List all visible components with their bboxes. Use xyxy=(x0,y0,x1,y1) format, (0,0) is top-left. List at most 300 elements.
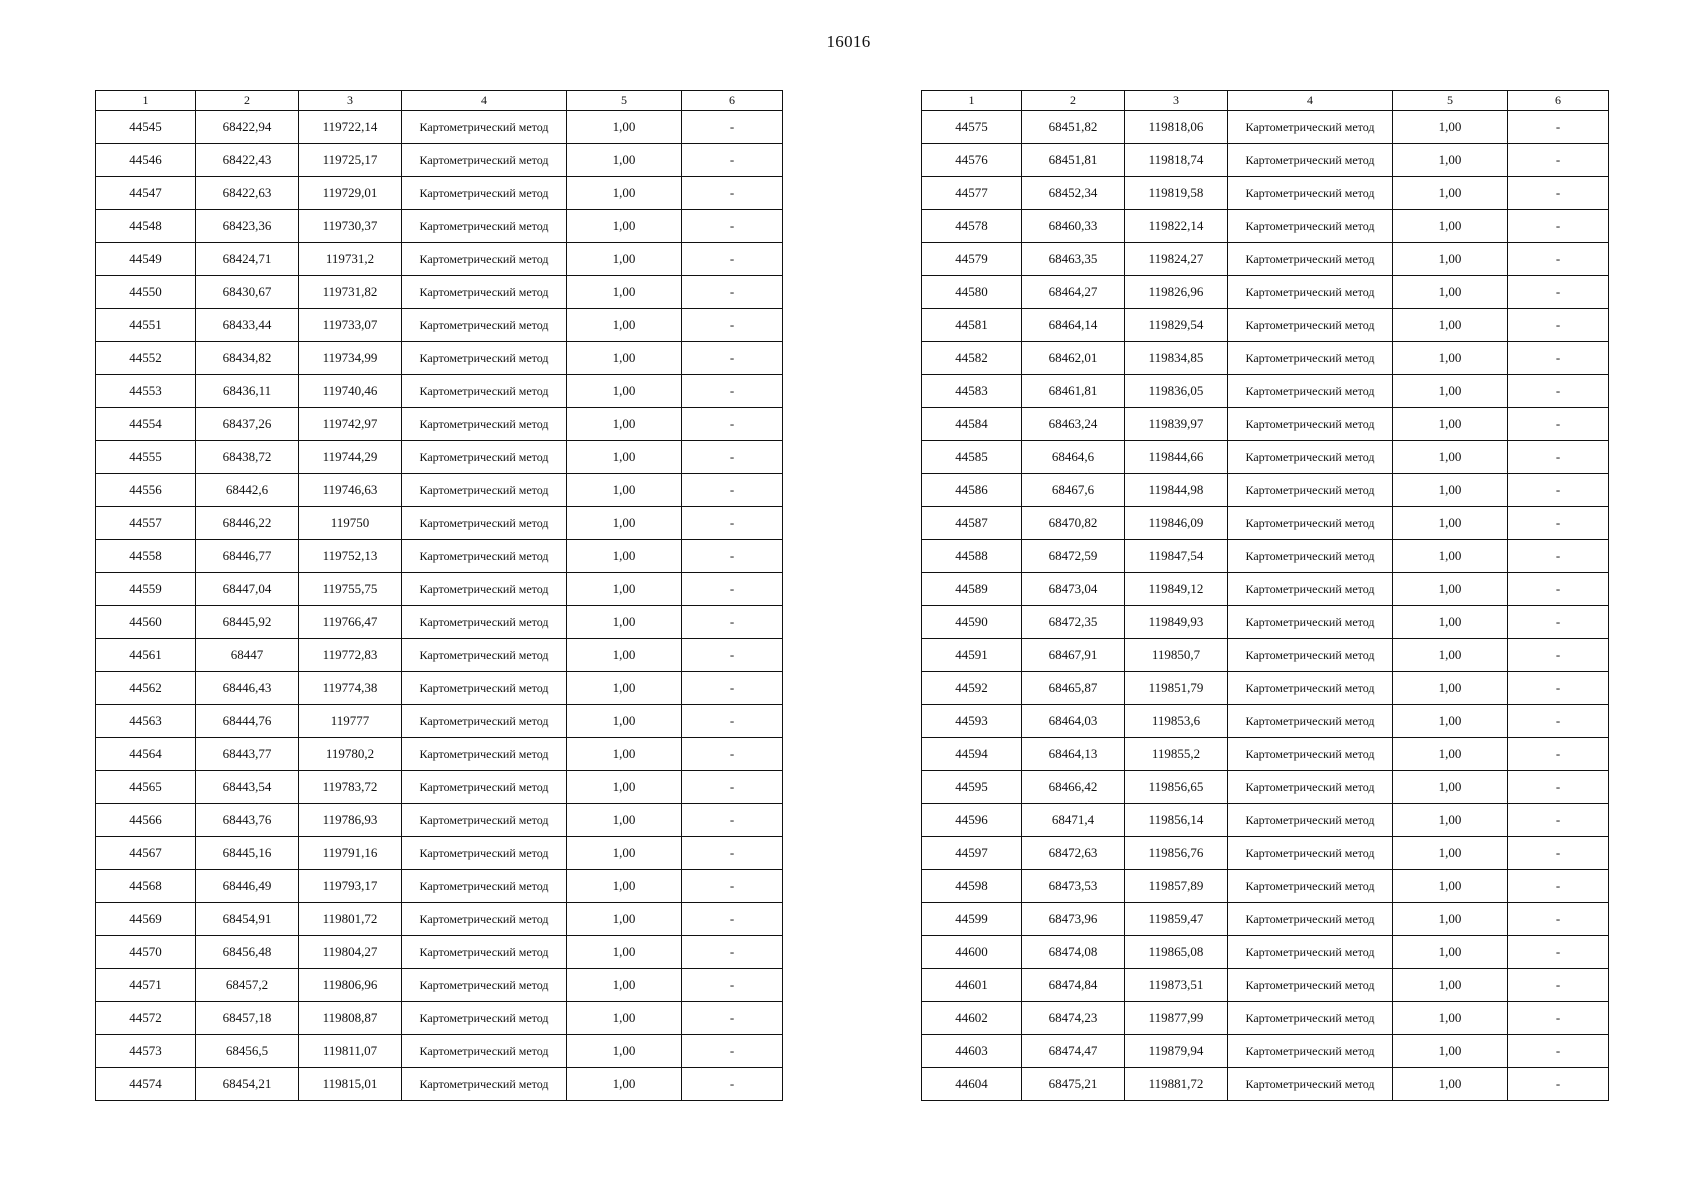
cell-accuracy: 1,00 xyxy=(567,1035,682,1068)
cell-point-number: 44574 xyxy=(96,1068,196,1101)
cell-point-number: 44604 xyxy=(922,1068,1022,1101)
cell-point-number: 44587 xyxy=(922,507,1022,540)
cell-accuracy: 1,00 xyxy=(1393,1002,1508,1035)
cell-method: Картометрический метод xyxy=(1228,111,1393,144)
cell-coord-y: 119731,2 xyxy=(299,243,402,276)
cell-point-number: 44558 xyxy=(96,540,196,573)
cell-accuracy: 1,00 xyxy=(1393,375,1508,408)
table-row xyxy=(922,705,1609,738)
cell-method: Картометрический метод xyxy=(1228,738,1393,771)
cell-coord-y: 119818,06 xyxy=(1125,111,1228,144)
cell-note: - xyxy=(1508,771,1609,804)
table-row xyxy=(96,144,783,177)
table-row xyxy=(96,870,783,903)
cell-note: - xyxy=(1508,474,1609,507)
cell-accuracy: 1,00 xyxy=(1393,540,1508,573)
cell-note: - xyxy=(1508,804,1609,837)
cell-accuracy: 1,00 xyxy=(567,243,682,276)
cell-method: Картометрический метод xyxy=(1228,672,1393,705)
cell-method: Картометрический метод xyxy=(1228,243,1393,276)
cell-coord-y: 119829,54 xyxy=(1125,309,1228,342)
cell-accuracy: 1,00 xyxy=(567,1002,682,1035)
cell-coord-y: 119849,93 xyxy=(1125,606,1228,639)
cell-point-number: 44551 xyxy=(96,309,196,342)
cell-coord-x: 68464,03 xyxy=(1022,705,1125,738)
table-row xyxy=(922,474,1609,507)
cell-note: - xyxy=(1508,210,1609,243)
cell-accuracy: 1,00 xyxy=(1393,408,1508,441)
table-row xyxy=(96,804,783,837)
cell-coord-y: 119846,09 xyxy=(1125,507,1228,540)
cell-method: Картометрический метод xyxy=(1228,771,1393,804)
table-row xyxy=(922,804,1609,837)
cell-note: - xyxy=(682,804,783,837)
cell-coord-x: 68447,04 xyxy=(196,573,299,606)
cell-point-number: 44545 xyxy=(96,111,196,144)
column-header: 4 xyxy=(402,91,567,111)
cell-note: - xyxy=(682,705,783,738)
cell-coord-y: 119836,05 xyxy=(1125,375,1228,408)
cell-coord-x: 68474,08 xyxy=(1022,936,1125,969)
cell-accuracy: 1,00 xyxy=(567,507,682,540)
cell-method: Картометрический метод xyxy=(1228,903,1393,936)
cell-coord-x: 68434,82 xyxy=(196,342,299,375)
cell-coord-x: 68474,47 xyxy=(1022,1035,1125,1068)
table-row xyxy=(922,177,1609,210)
cell-note: - xyxy=(1508,309,1609,342)
cell-note: - xyxy=(682,309,783,342)
cell-coord-y: 119772,83 xyxy=(299,639,402,672)
cell-method: Картометрический метод xyxy=(402,672,567,705)
cell-coord-y: 119734,99 xyxy=(299,342,402,375)
cell-accuracy: 1,00 xyxy=(567,771,682,804)
cell-point-number: 44601 xyxy=(922,969,1022,1002)
cell-coord-y: 119850,7 xyxy=(1125,639,1228,672)
cell-point-number: 44562 xyxy=(96,672,196,705)
cell-note: - xyxy=(682,837,783,870)
table-row xyxy=(922,342,1609,375)
cell-coord-y: 119808,87 xyxy=(299,1002,402,1035)
cell-point-number: 44596 xyxy=(922,804,1022,837)
table-row xyxy=(922,1002,1609,1035)
column-header: 5 xyxy=(1393,91,1508,111)
cell-accuracy: 1,00 xyxy=(567,342,682,375)
cell-coord-y: 119873,51 xyxy=(1125,969,1228,1002)
cell-coord-y: 119879,94 xyxy=(1125,1035,1228,1068)
cell-accuracy: 1,00 xyxy=(567,177,682,210)
table-row xyxy=(922,276,1609,309)
cell-accuracy: 1,00 xyxy=(567,276,682,309)
cell-point-number: 44580 xyxy=(922,276,1022,309)
cell-coord-y: 119783,72 xyxy=(299,771,402,804)
cell-coord-y: 119733,07 xyxy=(299,309,402,342)
table-row xyxy=(922,507,1609,540)
cell-method: Картометрический метод xyxy=(402,243,567,276)
cell-point-number: 44575 xyxy=(922,111,1022,144)
table-row xyxy=(922,309,1609,342)
cell-method: Картометрический метод xyxy=(1228,804,1393,837)
table-header-row xyxy=(922,91,1609,111)
cell-coord-x: 68467,6 xyxy=(1022,474,1125,507)
column-header: 5 xyxy=(567,91,682,111)
cell-coord-x: 68464,27 xyxy=(1022,276,1125,309)
cell-coord-x: 68463,24 xyxy=(1022,408,1125,441)
table-row xyxy=(96,243,783,276)
cell-method: Картометрический метод xyxy=(402,111,567,144)
cell-coord-y: 119793,17 xyxy=(299,870,402,903)
cell-coord-y: 119730,37 xyxy=(299,210,402,243)
column-header: 3 xyxy=(1125,91,1228,111)
page-number: 16016 xyxy=(826,32,871,51)
table-row xyxy=(922,1035,1609,1068)
cell-point-number: 44560 xyxy=(96,606,196,639)
cell-method: Картометрический метод xyxy=(1228,210,1393,243)
cell-note: - xyxy=(682,540,783,573)
cell-method: Картометрический метод xyxy=(1228,441,1393,474)
cell-accuracy: 1,00 xyxy=(567,111,682,144)
cell-accuracy: 1,00 xyxy=(567,144,682,177)
table-row xyxy=(922,375,1609,408)
cell-coord-y: 119856,65 xyxy=(1125,771,1228,804)
cell-accuracy: 1,00 xyxy=(1393,771,1508,804)
cell-coord-x: 68430,67 xyxy=(196,276,299,309)
column-header: 1 xyxy=(922,91,1022,111)
table-row xyxy=(922,243,1609,276)
cell-coord-x: 68474,23 xyxy=(1022,1002,1125,1035)
cell-point-number: 44559 xyxy=(96,573,196,606)
cell-accuracy: 1,00 xyxy=(567,639,682,672)
cell-note: - xyxy=(1508,342,1609,375)
cell-accuracy: 1,00 xyxy=(567,804,682,837)
cell-method: Картометрический метод xyxy=(402,804,567,837)
table-row xyxy=(96,837,783,870)
cell-accuracy: 1,00 xyxy=(1393,738,1508,771)
cell-note: - xyxy=(682,474,783,507)
cell-point-number: 44570 xyxy=(96,936,196,969)
cell-coord-y: 119877,99 xyxy=(1125,1002,1228,1035)
cell-note: - xyxy=(682,177,783,210)
cell-accuracy: 1,00 xyxy=(567,705,682,738)
cell-accuracy: 1,00 xyxy=(567,309,682,342)
table-row xyxy=(96,1035,783,1068)
column-header: 4 xyxy=(1228,91,1393,111)
table-row xyxy=(96,573,783,606)
cell-coord-y: 119774,38 xyxy=(299,672,402,705)
cell-point-number: 44568 xyxy=(96,870,196,903)
cell-method: Картометрический метод xyxy=(402,936,567,969)
cell-method: Картометрический метод xyxy=(402,210,567,243)
cell-note: - xyxy=(682,870,783,903)
cell-coord-x: 68443,76 xyxy=(196,804,299,837)
table-row xyxy=(96,969,783,1002)
cell-method: Картометрический метод xyxy=(1228,936,1393,969)
cell-accuracy: 1,00 xyxy=(567,903,682,936)
cell-note: - xyxy=(1508,738,1609,771)
table-row xyxy=(96,639,783,672)
table-row xyxy=(96,936,783,969)
cell-point-number: 44593 xyxy=(922,705,1022,738)
cell-coord-y: 119750 xyxy=(299,507,402,540)
cell-accuracy: 1,00 xyxy=(1393,144,1508,177)
cell-coord-y: 119856,14 xyxy=(1125,804,1228,837)
cell-coord-y: 119725,17 xyxy=(299,144,402,177)
cell-accuracy: 1,00 xyxy=(1393,507,1508,540)
cell-coord-y: 119851,79 xyxy=(1125,672,1228,705)
cell-note: - xyxy=(682,969,783,1002)
table-row xyxy=(922,969,1609,1002)
cell-method: Картометрический метод xyxy=(1228,1002,1393,1035)
cell-method: Картометрический метод xyxy=(402,474,567,507)
cell-coord-x: 68451,81 xyxy=(1022,144,1125,177)
cell-coord-y: 119815,01 xyxy=(299,1068,402,1101)
cell-coord-x: 68454,91 xyxy=(196,903,299,936)
cell-accuracy: 1,00 xyxy=(1393,903,1508,936)
cell-accuracy: 1,00 xyxy=(567,969,682,1002)
cell-accuracy: 1,00 xyxy=(1393,474,1508,507)
table-header-row xyxy=(96,91,783,111)
cell-method: Картометрический метод xyxy=(1228,474,1393,507)
cell-note: - xyxy=(682,573,783,606)
cell-method: Картометрический метод xyxy=(1228,639,1393,672)
cell-method: Картометрический метод xyxy=(402,144,567,177)
cell-method: Картометрический метод xyxy=(1228,507,1393,540)
table-row xyxy=(96,375,783,408)
cell-point-number: 44589 xyxy=(922,573,1022,606)
cell-point-number: 44548 xyxy=(96,210,196,243)
cell-coord-y: 119722,14 xyxy=(299,111,402,144)
cell-coord-x: 68471,4 xyxy=(1022,804,1125,837)
cell-coord-y: 119786,93 xyxy=(299,804,402,837)
table-row xyxy=(96,309,783,342)
cell-coord-y: 119731,82 xyxy=(299,276,402,309)
cell-note: - xyxy=(1508,144,1609,177)
cell-note: - xyxy=(682,276,783,309)
column-header: 2 xyxy=(196,91,299,111)
cell-note: - xyxy=(682,111,783,144)
cell-point-number: 44585 xyxy=(922,441,1022,474)
cell-point-number: 44553 xyxy=(96,375,196,408)
cell-coord-y: 119856,76 xyxy=(1125,837,1228,870)
cell-coord-y: 119818,74 xyxy=(1125,144,1228,177)
cell-point-number: 44557 xyxy=(96,507,196,540)
column-header: 2 xyxy=(1022,91,1125,111)
cell-note: - xyxy=(1508,870,1609,903)
cell-accuracy: 1,00 xyxy=(1393,243,1508,276)
cell-method: Картометрический метод xyxy=(402,1068,567,1101)
cell-note: - xyxy=(682,1068,783,1101)
table-row xyxy=(922,606,1609,639)
cell-coord-y: 119744,29 xyxy=(299,441,402,474)
coordinates-table-right xyxy=(921,90,1609,1101)
table-row xyxy=(922,573,1609,606)
cell-coord-x: 68473,96 xyxy=(1022,903,1125,936)
cell-coord-x: 68473,04 xyxy=(1022,573,1125,606)
cell-coord-y: 119811,07 xyxy=(299,1035,402,1068)
cell-coord-y: 119844,98 xyxy=(1125,474,1228,507)
cell-note: - xyxy=(1508,375,1609,408)
cell-point-number: 44595 xyxy=(922,771,1022,804)
cell-method: Картометрический метод xyxy=(402,903,567,936)
cell-coord-x: 68456,48 xyxy=(196,936,299,969)
cell-note: - xyxy=(1508,1035,1609,1068)
table-row xyxy=(96,342,783,375)
cell-note: - xyxy=(1508,1068,1609,1101)
cell-coord-y: 119839,97 xyxy=(1125,408,1228,441)
cell-note: - xyxy=(1508,936,1609,969)
cell-coord-y: 119857,89 xyxy=(1125,870,1228,903)
cell-point-number: 44590 xyxy=(922,606,1022,639)
cell-note: - xyxy=(1508,111,1609,144)
cell-note: - xyxy=(1508,243,1609,276)
cell-coord-x: 68451,82 xyxy=(1022,111,1125,144)
cell-method: Картометрический метод xyxy=(1228,177,1393,210)
cell-coord-x: 68442,6 xyxy=(196,474,299,507)
cell-coord-y: 119752,13 xyxy=(299,540,402,573)
cell-accuracy: 1,00 xyxy=(1393,210,1508,243)
cell-note: - xyxy=(682,672,783,705)
cell-coord-y: 119819,58 xyxy=(1125,177,1228,210)
cell-method: Картометрический метод xyxy=(1228,969,1393,1002)
cell-point-number: 44571 xyxy=(96,969,196,1002)
cell-coord-x: 68446,77 xyxy=(196,540,299,573)
cell-note: - xyxy=(682,936,783,969)
cell-coord-y: 119777 xyxy=(299,705,402,738)
cell-coord-x: 68422,63 xyxy=(196,177,299,210)
cell-coord-y: 119801,72 xyxy=(299,903,402,936)
table-row xyxy=(922,771,1609,804)
cell-coord-x: 68464,13 xyxy=(1022,738,1125,771)
cell-note: - xyxy=(682,1035,783,1068)
cell-note: - xyxy=(1508,573,1609,606)
cell-point-number: 44567 xyxy=(96,837,196,870)
cell-point-number: 44565 xyxy=(96,771,196,804)
cell-accuracy: 1,00 xyxy=(567,870,682,903)
table-row xyxy=(96,1068,783,1101)
cell-coord-x: 68465,87 xyxy=(1022,672,1125,705)
cell-accuracy: 1,00 xyxy=(567,672,682,705)
cell-coord-x: 68445,92 xyxy=(196,606,299,639)
cell-coord-x: 68470,82 xyxy=(1022,507,1125,540)
table-row xyxy=(922,210,1609,243)
cell-note: - xyxy=(682,639,783,672)
cell-point-number: 44547 xyxy=(96,177,196,210)
cell-note: - xyxy=(1508,606,1609,639)
cell-method: Картометрический метод xyxy=(402,837,567,870)
cell-method: Картометрический метод xyxy=(1228,1068,1393,1101)
cell-coord-y: 119746,63 xyxy=(299,474,402,507)
cell-note: - xyxy=(1508,441,1609,474)
cell-accuracy: 1,00 xyxy=(1393,1035,1508,1068)
table-row xyxy=(96,474,783,507)
cell-point-number: 44592 xyxy=(922,672,1022,705)
cell-coord-x: 68474,84 xyxy=(1022,969,1125,1002)
cell-point-number: 44598 xyxy=(922,870,1022,903)
cell-point-number: 44586 xyxy=(922,474,1022,507)
cell-coord-x: 68473,53 xyxy=(1022,870,1125,903)
table-row xyxy=(922,408,1609,441)
cell-point-number: 44572 xyxy=(96,1002,196,1035)
cell-coord-y: 119847,54 xyxy=(1125,540,1228,573)
cell-method: Картометрический метод xyxy=(402,738,567,771)
cell-point-number: 44600 xyxy=(922,936,1022,969)
cell-coord-y: 119822,14 xyxy=(1125,210,1228,243)
cell-method: Картометрический метод xyxy=(1228,573,1393,606)
cell-coord-x: 68438,72 xyxy=(196,441,299,474)
cell-coord-x: 68446,49 xyxy=(196,870,299,903)
cell-note: - xyxy=(682,408,783,441)
cell-accuracy: 1,00 xyxy=(1393,177,1508,210)
table-row xyxy=(96,540,783,573)
cell-method: Картометрический метод xyxy=(1228,408,1393,441)
cell-coord-x: 68423,36 xyxy=(196,210,299,243)
cell-point-number: 44546 xyxy=(96,144,196,177)
table-row xyxy=(96,210,783,243)
cell-method: Картометрический метод xyxy=(402,375,567,408)
cell-note: - xyxy=(682,243,783,276)
cell-method: Картометрический метод xyxy=(1228,309,1393,342)
table-row xyxy=(922,738,1609,771)
cell-coord-x: 68433,44 xyxy=(196,309,299,342)
cell-method: Картометрический метод xyxy=(402,771,567,804)
table-row xyxy=(922,870,1609,903)
cell-point-number: 44573 xyxy=(96,1035,196,1068)
cell-accuracy: 1,00 xyxy=(567,408,682,441)
cell-accuracy: 1,00 xyxy=(1393,309,1508,342)
cell-method: Картометрический метод xyxy=(402,705,567,738)
cell-accuracy: 1,00 xyxy=(1393,1068,1508,1101)
table-row xyxy=(96,705,783,738)
cell-method: Картометрический метод xyxy=(402,1035,567,1068)
cell-coord-x: 68443,54 xyxy=(196,771,299,804)
cell-method: Картометрический метод xyxy=(1228,375,1393,408)
cell-coord-x: 68457,18 xyxy=(196,1002,299,1035)
cell-note: - xyxy=(1508,177,1609,210)
cell-point-number: 44591 xyxy=(922,639,1022,672)
cell-coord-x: 68422,43 xyxy=(196,144,299,177)
cell-coord-y: 119824,27 xyxy=(1125,243,1228,276)
cell-coord-x: 68436,11 xyxy=(196,375,299,408)
table-row xyxy=(922,111,1609,144)
cell-coord-x: 68462,01 xyxy=(1022,342,1125,375)
cell-accuracy: 1,00 xyxy=(1393,837,1508,870)
table-row xyxy=(922,936,1609,969)
cell-coord-x: 68444,76 xyxy=(196,705,299,738)
cell-accuracy: 1,00 xyxy=(1393,936,1508,969)
table-row xyxy=(922,441,1609,474)
cell-point-number: 44577 xyxy=(922,177,1022,210)
cell-accuracy: 1,00 xyxy=(1393,672,1508,705)
cell-accuracy: 1,00 xyxy=(1393,969,1508,1002)
cell-method: Картометрический метод xyxy=(402,969,567,1002)
cell-method: Картометрический метод xyxy=(1228,276,1393,309)
cell-coord-x: 68457,2 xyxy=(196,969,299,1002)
cell-coord-x: 68446,43 xyxy=(196,672,299,705)
cell-accuracy: 1,00 xyxy=(567,837,682,870)
table-row xyxy=(922,540,1609,573)
cell-note: - xyxy=(682,903,783,936)
cell-point-number: 44599 xyxy=(922,903,1022,936)
cell-coord-x: 68467,91 xyxy=(1022,639,1125,672)
table-row xyxy=(96,1002,783,1035)
cell-point-number: 44576 xyxy=(922,144,1022,177)
cell-point-number: 44569 xyxy=(96,903,196,936)
cell-note: - xyxy=(1508,969,1609,1002)
cell-point-number: 44602 xyxy=(922,1002,1022,1035)
cell-point-number: 44554 xyxy=(96,408,196,441)
cell-coord-y: 119855,2 xyxy=(1125,738,1228,771)
cell-coord-x: 68472,63 xyxy=(1022,837,1125,870)
cell-coord-x: 68464,6 xyxy=(1022,441,1125,474)
